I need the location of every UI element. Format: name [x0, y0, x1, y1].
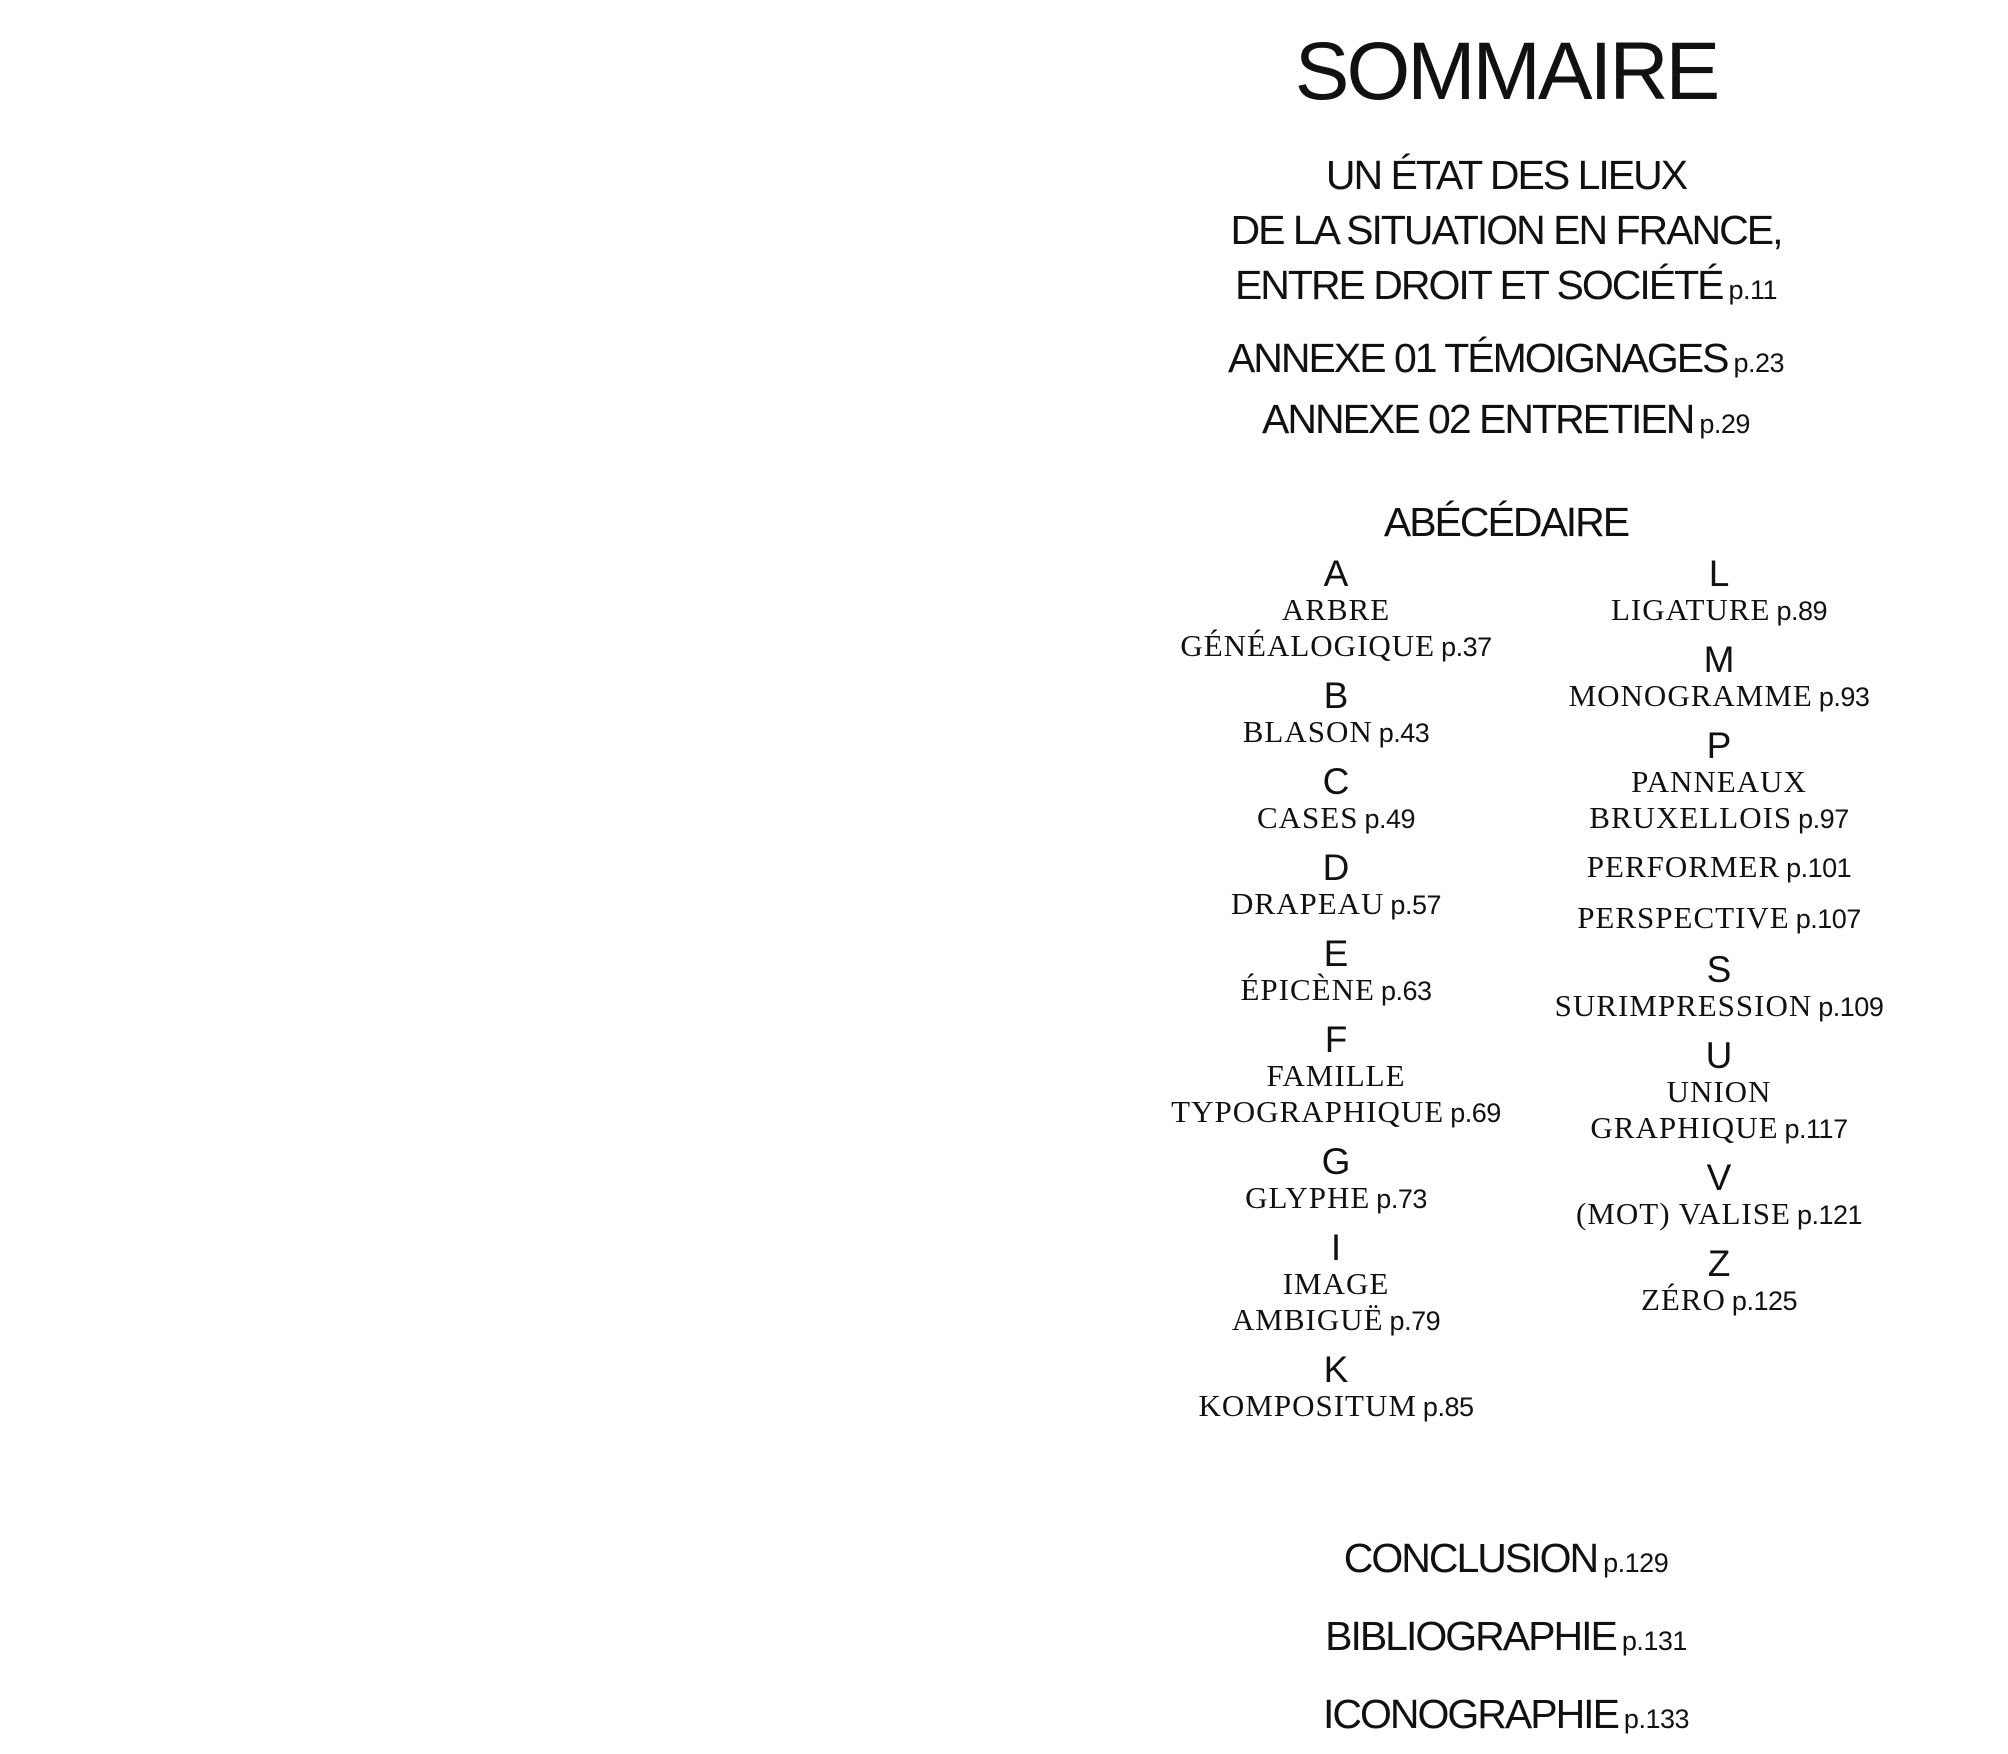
abc-entry-u[interactable]	[1504, 1037, 1934, 1147]
term-line: TYPOGRAPHIQUE	[1171, 1094, 1445, 1129]
abc-letter: C	[1322, 761, 1350, 802]
term-line: BRUXELLOIS	[1589, 800, 1793, 835]
term-line-with-page	[1504, 849, 1934, 886]
abc-term	[1121, 1180, 1551, 1217]
table-of-contents-page	[1004, 0, 2008, 1754]
abc-entry-v[interactable]	[1504, 1159, 1934, 1233]
page-number: p.79	[1389, 1306, 1441, 1336]
toc-entry-etat-des-lieux[interactable]	[1004, 148, 2008, 318]
abc-entry-m[interactable]	[1504, 641, 1934, 715]
term-line-with-page	[1504, 678, 1934, 715]
abc-letter: V	[1706, 1157, 1732, 1198]
term-line-with-page	[1121, 1094, 1551, 1131]
term-line-with-page	[1121, 714, 1551, 751]
abc-letter: S	[1706, 949, 1732, 990]
term-line-with-page	[1504, 800, 1934, 837]
abc-letter: M	[1703, 639, 1735, 680]
abc-letter: B	[1323, 675, 1349, 716]
abecedaire-left-column	[1121, 555, 1551, 1437]
page-title: SOMMAIRE	[1294, 26, 1718, 117]
term-line: AMBIGUË	[1231, 1302, 1384, 1337]
abc-entry-s[interactable]	[1504, 951, 1934, 1025]
term-line: ARBRE	[1281, 592, 1391, 627]
page-number: p.125	[1731, 1286, 1797, 1316]
abc-term	[1121, 1266, 1551, 1339]
term-line: GÉNÉALOGIQUE	[1180, 628, 1436, 663]
abc-letter: D	[1322, 847, 1350, 888]
abc-term	[1504, 764, 1934, 837]
abc-entry-c[interactable]	[1121, 763, 1551, 837]
abc-term	[1504, 988, 1934, 1025]
abc-letter: L	[1708, 553, 1730, 594]
page-number: p.23	[1733, 348, 1785, 378]
term-line: CASES	[1256, 800, 1359, 835]
page-number: p.117	[1784, 1114, 1848, 1144]
abc-term	[1121, 714, 1551, 751]
term-line: PANNEAUX	[1631, 764, 1807, 799]
page-number: p.121	[1796, 1200, 1863, 1230]
abc-term	[1504, 849, 1934, 886]
page-number: p.49	[1364, 804, 1416, 834]
term-line-with-page	[1504, 1282, 1934, 1319]
intro-line-3-text: ENTRE DROIT ET SOCIÉTÉ	[1234, 262, 1723, 308]
abc-letter: Z	[1707, 1243, 1731, 1284]
page-number: p.57	[1390, 890, 1441, 920]
abc-letter: G	[1321, 1141, 1351, 1182]
intro-line-3	[1004, 258, 2008, 318]
abecedaire-heading: ABÉCÉDAIRE	[1383, 499, 1629, 545]
page-number: p.37	[1441, 632, 1492, 662]
closing-line	[1004, 1608, 2008, 1669]
abc-term	[1121, 1058, 1551, 1131]
abc-letter: F	[1324, 1019, 1348, 1060]
closing-line	[1004, 1530, 2008, 1591]
page-number: p.109	[1818, 992, 1884, 1022]
term-line-with-page	[1504, 988, 1934, 1025]
abc-term	[1504, 900, 1934, 937]
term-line-with-page	[1121, 628, 1551, 665]
term-line: KOMPOSITUM	[1198, 1388, 1417, 1423]
term-line: GLYPHE	[1245, 1180, 1371, 1215]
annexe-label: ANNEXE 01 TÉMOIGNAGES	[1227, 335, 1728, 381]
abc-entry-f[interactable]	[1121, 1021, 1551, 1131]
term-line: FAMILLE	[1266, 1058, 1406, 1093]
term-line: GRAPHIQUE	[1590, 1110, 1779, 1145]
closing-label: CONCLUSION	[1343, 1535, 1598, 1581]
annexe-label: ANNEXE 02 ENTRETIEN	[1262, 396, 1694, 442]
abc-entry-z[interactable]	[1504, 1245, 1934, 1319]
abc-letter: P	[1706, 725, 1732, 766]
abc-term	[1504, 1196, 1934, 1233]
page-number: p.89	[1776, 596, 1828, 626]
abc-entry-b[interactable]	[1121, 677, 1551, 751]
term-line: LIGATURE	[1610, 592, 1771, 627]
toc-entry-annexe-01[interactable]	[1004, 330, 2008, 391]
abc-term	[1121, 592, 1551, 665]
term-line: MONOGRAMME	[1568, 678, 1813, 713]
term-line: PERSPECTIVE	[1577, 900, 1790, 935]
intro-line-1: UN ÉTAT DES LIEUX	[1325, 152, 1687, 198]
term-line-with-page	[1121, 800, 1551, 837]
abc-letter: E	[1323, 933, 1349, 974]
abc-term	[1121, 886, 1551, 923]
term-line: IMAGE	[1282, 1266, 1390, 1301]
term-line: ÉPICÈNE	[1240, 972, 1375, 1007]
term-line: PERFORMER	[1586, 849, 1781, 884]
page-number: p.129	[1603, 1548, 1669, 1578]
term-line-with-page	[1121, 886, 1551, 923]
page-number: p.29	[1699, 409, 1750, 439]
term-line-with-page	[1121, 1388, 1551, 1425]
closing-label: BIBLIOGRAPHIE	[1325, 1613, 1616, 1659]
term-line: ZÉRO	[1640, 1282, 1726, 1317]
page-number: p.133	[1623, 1704, 1689, 1734]
closing-line	[1004, 1686, 2008, 1747]
abc-entry-d[interactable]	[1121, 849, 1551, 923]
page-number: p.11	[1728, 275, 1778, 305]
abc-letter: I	[1330, 1227, 1342, 1268]
abc-entry-i[interactable]	[1121, 1229, 1551, 1339]
abc-letter: K	[1323, 1349, 1349, 1390]
term-line: BLASON	[1242, 714, 1373, 749]
toc-entry-conclusion[interactable]	[1004, 1530, 2008, 1591]
abc-entry-k[interactable]	[1121, 1351, 1551, 1425]
abc-entry-g[interactable]	[1121, 1143, 1551, 1217]
term-line-with-page	[1504, 1110, 1934, 1147]
page-number: p.69	[1450, 1098, 1501, 1128]
abc-term	[1504, 592, 1934, 629]
page-number: p.107	[1795, 904, 1861, 934]
abecedaire-right-column	[1504, 555, 1934, 1331]
term-line-with-page	[1504, 900, 1934, 937]
abc-term	[1504, 1074, 1934, 1147]
term-line: UNION	[1666, 1074, 1772, 1109]
term-line-with-page	[1121, 1180, 1551, 1217]
annexes-list	[1004, 330, 2008, 452]
abc-term	[1121, 800, 1551, 837]
abc-term	[1121, 1388, 1551, 1425]
page-number: p.101	[1786, 853, 1852, 883]
page-number: p.131	[1621, 1626, 1687, 1656]
term-line-with-page	[1121, 1302, 1551, 1339]
intro-line-2: DE LA SITUATION EN FRANCE,	[1230, 207, 1782, 253]
closing-label: ICONOGRAPHIE	[1322, 1691, 1618, 1737]
abc-letter: U	[1705, 1035, 1733, 1076]
toc-entry-bibliographie[interactable]	[1004, 1608, 2008, 1669]
term-line: DRAPEAU	[1231, 886, 1385, 921]
abc-term	[1121, 972, 1551, 1009]
page-number: p.85	[1422, 1392, 1474, 1422]
page-number: p.43	[1378, 718, 1430, 748]
page-number: p.63	[1380, 976, 1432, 1006]
page-number: p.73	[1376, 1184, 1427, 1214]
page-number: p.97	[1798, 804, 1849, 834]
abc-term	[1504, 678, 1934, 715]
toc-entry-iconographie[interactable]	[1004, 1686, 2008, 1747]
term-line: (MOT) VALISE	[1575, 1196, 1791, 1231]
abc-entry-e[interactable]	[1121, 935, 1551, 1009]
abc-term	[1504, 1282, 1934, 1319]
toc-entry-annexe-02[interactable]	[1004, 391, 2008, 452]
abc-entry-perspective[interactable]	[1504, 900, 1934, 937]
abc-entry-a[interactable]	[1121, 555, 1551, 665]
term-line-with-page	[1121, 972, 1551, 1009]
page-number: p.93	[1818, 682, 1870, 712]
abc-entry-p[interactable]	[1504, 727, 1934, 837]
abc-entry-l[interactable]	[1504, 555, 1934, 629]
term-line-with-page	[1504, 592, 1934, 629]
term-line: SURIMPRESSION	[1554, 988, 1813, 1023]
term-line-with-page	[1504, 1196, 1934, 1233]
abc-letter: A	[1323, 553, 1349, 594]
abc-entry-performer[interactable]	[1504, 849, 1934, 886]
